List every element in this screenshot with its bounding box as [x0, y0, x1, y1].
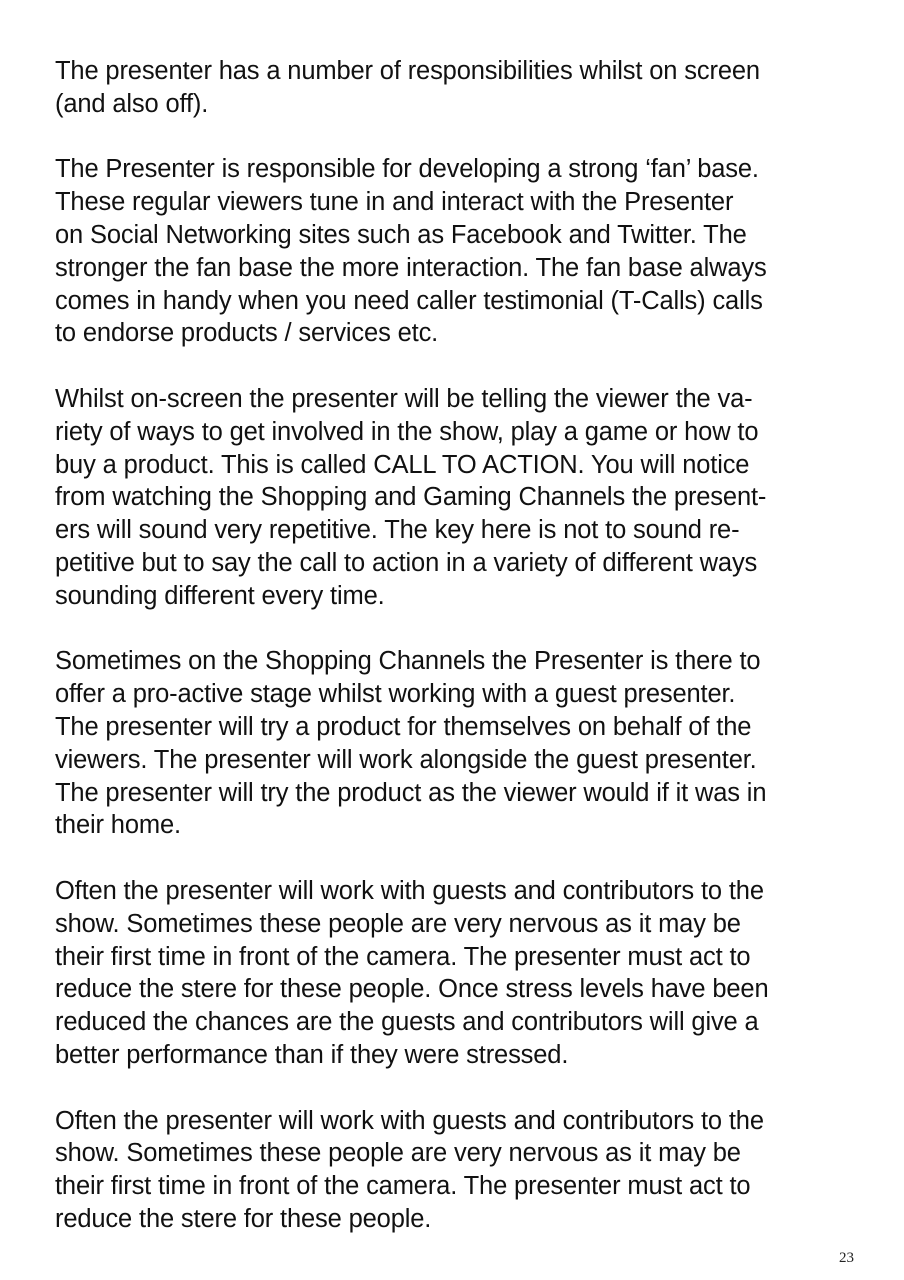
paragraph-2: [55, 153, 855, 350]
paragraph-line: better performance than if they were stressed.: [55, 1040, 569, 1069]
paragraph-line: The Presenter is responsible for developing a strong ‘fan’ base.: [55, 155, 759, 184]
paragraph-line: The presenter will try a product for themselves on behalf of the: [55, 712, 752, 741]
paragraph-line: from watching the Shopping and Gaming Channels the present-: [55, 483, 767, 512]
paragraph-line: Often the presenter will work with guests and contributors to the: [55, 1106, 764, 1135]
paragraph-gap: [55, 1072, 855, 1105]
paragraph-gap: [55, 121, 855, 154]
paragraph-line: to endorse products / services etc.: [55, 319, 439, 348]
paragraph-line: Sometimes on the Shopping Channels the Presenter is there to: [55, 647, 761, 676]
paragraph-gap: [55, 613, 855, 646]
paragraph-line: The presenter has a number of responsibilities whilst on screen: [55, 57, 760, 85]
paragraph-gap: [55, 350, 855, 383]
paragraph-line: their home.: [55, 811, 181, 840]
paragraph-4: [55, 645, 855, 842]
paragraph-line: comes in handy when you need caller testimonial (T-Calls) calls: [55, 286, 763, 315]
paragraph-line: viewers. The presenter will work alongside the guest presenter.: [55, 745, 757, 774]
paragraph-line: The presenter will try the product as the viewer would if it was in: [55, 778, 767, 807]
paragraph-line: on Social Networking sites such as Facebook and Twitter. The: [55, 220, 747, 249]
paragraph-gap: [55, 842, 855, 875]
paragraph-line: ers will sound very repetitive. The key here is not to sound re-: [55, 516, 740, 545]
paragraph-line: their first time in front of the camera. The presenter must act to: [55, 1172, 751, 1201]
paragraph-line: offer a pro-active stage whilst working with a guest presenter.: [55, 680, 736, 709]
paragraph-5: [55, 875, 855, 1072]
paragraph-line: petitive but to say the call to action in a variety of different ways: [55, 548, 758, 577]
paragraph-6: [55, 1105, 855, 1236]
paragraph-line: (and also off).: [55, 89, 209, 118]
paragraph-line: reduce the stere for these people.: [55, 1204, 432, 1233]
page-number: 23: [839, 1250, 854, 1266]
paragraph-line: show. Sometimes these people are very nervous as it may be: [55, 909, 741, 938]
paragraph-3: [55, 383, 855, 613]
paragraph-line: reduce the stere for these people. Once stress levels have been: [55, 975, 769, 1004]
paragraph-1: [55, 55, 855, 121]
paragraph-line: sounding different every time.: [55, 581, 385, 610]
paragraph-line: Often the presenter will work with guests and contributors to the: [55, 876, 764, 905]
paragraph-line: show. Sometimes these people are very nervous as it may be: [55, 1139, 741, 1168]
paragraph-line: reduced the chances are the guests and contributors will give a: [55, 1008, 759, 1037]
body-text: [55, 55, 855, 1236]
paragraph-line: their first time in front of the camera. The presenter must act to: [55, 942, 751, 971]
paragraph-line: Whilst on-screen the presenter will be telling the viewer the va-: [55, 384, 753, 413]
paragraph-line: These regular viewers tune in and interact with the Presenter: [55, 188, 734, 217]
paragraph-line: stronger the fan base the more interaction. The fan base always: [55, 253, 767, 282]
paragraph-line: riety of ways to get involved in the show, play a game or how to: [55, 417, 759, 446]
paragraph-line: buy a product. This is called CALL TO ACTION. You will notice: [55, 450, 750, 479]
